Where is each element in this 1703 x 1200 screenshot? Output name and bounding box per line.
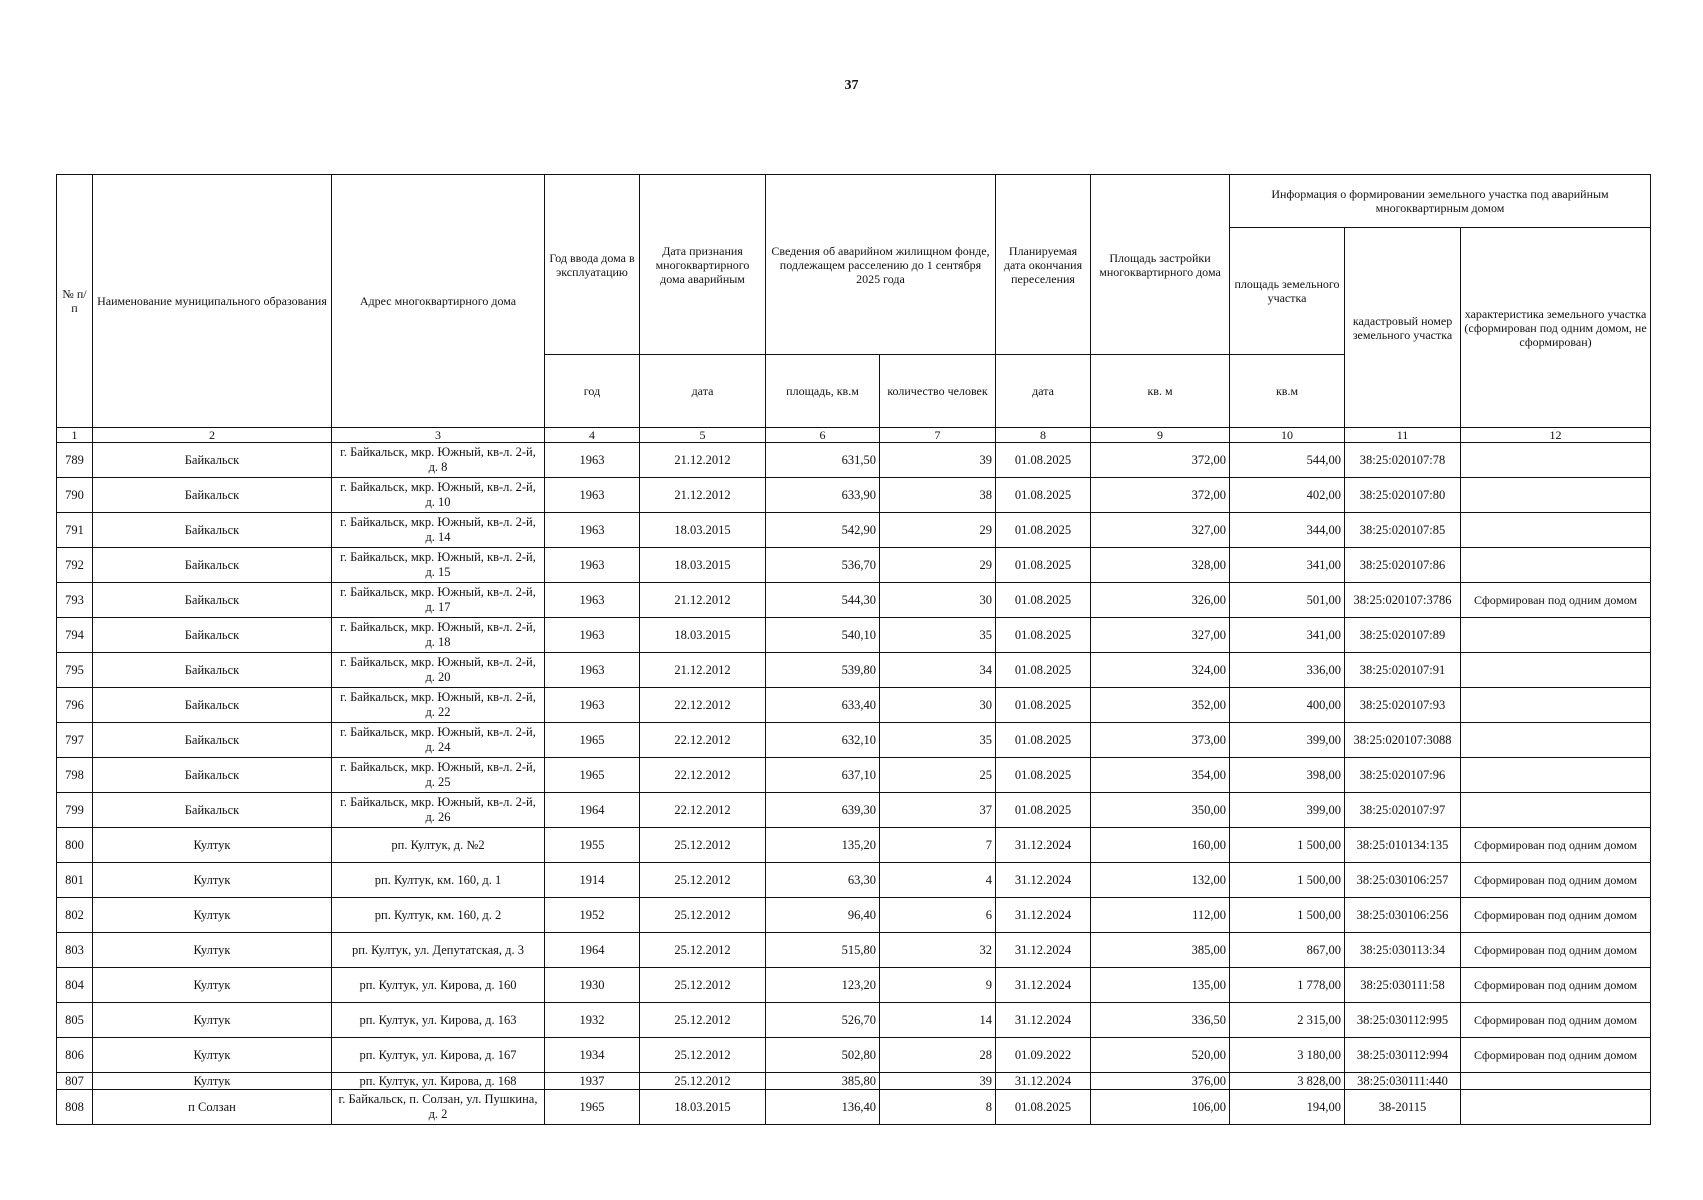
cell-year-built: 1937 (545, 1073, 640, 1090)
table-row (57, 653, 1651, 688)
header-emergency-date: Дата признания многоквартирного дома аварийным (640, 175, 766, 355)
cell-area: 631,50 (766, 443, 880, 478)
cell-row-number: 795 (57, 653, 93, 688)
cell-people: 35 (880, 723, 996, 758)
unit-date: дата (640, 355, 766, 428)
cell-land-characteristic (1461, 443, 1651, 478)
cell-municipality: Байкальск (93, 583, 332, 618)
cell-land-characteristic (1461, 618, 1651, 653)
table-row (57, 1073, 1651, 1090)
cell-address: рп. Култук, ул. Депутатская, д. 3 (332, 933, 545, 968)
column-number: 6 (766, 428, 880, 443)
cell-area: 539,80 (766, 653, 880, 688)
cell-area: 136,40 (766, 1090, 880, 1125)
cell-year-built: 1963 (545, 688, 640, 723)
cell-land-characteristic: Сформирован под одним домом (1461, 933, 1651, 968)
cell-people: 39 (880, 1073, 996, 1090)
cell-cadastral-number: 38:25:030112:994 (1345, 1038, 1461, 1073)
cell-building-area: 372,00 (1091, 478, 1230, 513)
cell-area: 544,30 (766, 583, 880, 618)
table-row (57, 758, 1651, 793)
cell-year-built: 1965 (545, 758, 640, 793)
cell-cadastral-number: 38:25:030106:256 (1345, 898, 1461, 933)
cell-row-number: 789 (57, 443, 93, 478)
cell-planned-date: 01.08.2025 (996, 793, 1091, 828)
cell-building-area: 373,00 (1091, 723, 1230, 758)
cell-address: г. Байкальск, п. Солзан, ул. Пушкина, д. 2 (332, 1090, 545, 1125)
unit-land-area: кв.м (1230, 355, 1345, 428)
cell-land-area: 1 778,00 (1230, 968, 1345, 1003)
cell-year-built: 1932 (545, 1003, 640, 1038)
cell-row-number: 801 (57, 863, 93, 898)
cell-land-area: 867,00 (1230, 933, 1345, 968)
cell-area: 633,90 (766, 478, 880, 513)
cell-people: 29 (880, 548, 996, 583)
cell-land-area: 341,00 (1230, 548, 1345, 583)
cell-land-area: 1 500,00 (1230, 828, 1345, 863)
cell-planned-date: 01.08.2025 (996, 583, 1091, 618)
cell-people: 28 (880, 1038, 996, 1073)
cell-cadastral-number: 38:25:020107:97 (1345, 793, 1461, 828)
cell-row-number: 790 (57, 478, 93, 513)
table-row (57, 1003, 1651, 1038)
table-row (57, 548, 1651, 583)
cell-people: 32 (880, 933, 996, 968)
cell-municipality: Байкальск (93, 688, 332, 723)
cell-building-area: 352,00 (1091, 688, 1230, 723)
cell-building-area: 326,00 (1091, 583, 1230, 618)
cell-municipality: Байкальск (93, 758, 332, 793)
table-row (57, 688, 1651, 723)
cell-municipality: Байкальск (93, 618, 332, 653)
header-address: Адрес многоквартирного дома (332, 175, 545, 428)
cell-year-built: 1963 (545, 583, 640, 618)
cell-planned-date: 31.12.2024 (996, 968, 1091, 1003)
cell-municipality: Култук (93, 863, 332, 898)
unit-area: площадь, кв.м (766, 355, 880, 428)
cell-land-characteristic (1461, 548, 1651, 583)
cell-cadastral-number: 38:25:020107:3786 (1345, 583, 1461, 618)
table-row (57, 618, 1651, 653)
cell-cadastral-number: 38:25:020107:96 (1345, 758, 1461, 793)
cell-building-area: 376,00 (1091, 1073, 1230, 1090)
table-row (57, 1038, 1651, 1073)
cell-land-area: 399,00 (1230, 793, 1345, 828)
cell-people: 39 (880, 443, 996, 478)
cell-people: 8 (880, 1090, 996, 1125)
cell-row-number: 796 (57, 688, 93, 723)
table-row (57, 583, 1651, 618)
header-cadastral-number: кадастровый номер земельного участка (1345, 228, 1461, 428)
column-number: 11 (1345, 428, 1461, 443)
cell-land-characteristic: Сформирован под одним домом (1461, 828, 1651, 863)
cell-people: 37 (880, 793, 996, 828)
cell-land-area: 194,00 (1230, 1090, 1345, 1125)
cell-planned-date: 01.08.2025 (996, 478, 1091, 513)
column-number: 7 (880, 428, 996, 443)
header-row-number: № п/п (57, 175, 93, 428)
cell-municipality: п Солзан (93, 1090, 332, 1125)
table-row (57, 898, 1651, 933)
cell-land-characteristic: Сформирован под одним домом (1461, 863, 1651, 898)
cell-address: г. Байкальск, мкр. Южный, кв-л. 2-й, д. 24 (332, 723, 545, 758)
header-emergency-fund: Сведения об аварийном жилищном фонде, подлежащем расселению до 1 сентября 2025 года (766, 175, 996, 355)
cell-people: 14 (880, 1003, 996, 1038)
cell-land-characteristic (1461, 653, 1651, 688)
cell-land-area: 1 500,00 (1230, 863, 1345, 898)
cell-address: г. Байкальск, мкр. Южный, кв-л. 2-й, д. 15 (332, 548, 545, 583)
column-number: 12 (1461, 428, 1651, 443)
cell-cadastral-number: 38:25:020107:89 (1345, 618, 1461, 653)
table-row (57, 723, 1651, 758)
cell-building-area: 520,00 (1091, 1038, 1230, 1073)
cell-planned-date: 01.08.2025 (996, 443, 1091, 478)
column-number: 9 (1091, 428, 1230, 443)
cell-area: 633,40 (766, 688, 880, 723)
cell-planned-date: 31.12.2024 (996, 828, 1091, 863)
cell-year-built: 1963 (545, 618, 640, 653)
cell-area: 639,30 (766, 793, 880, 828)
cell-people: 38 (880, 478, 996, 513)
cell-area: 540,10 (766, 618, 880, 653)
cell-address: г. Байкальск, мкр. Южный, кв-л. 2-й, д. 22 (332, 688, 545, 723)
cell-year-built: 1934 (545, 1038, 640, 1073)
table-body (57, 443, 1651, 1125)
cell-address: рп. Култук, д. №2 (332, 828, 545, 863)
unit-plan-date: дата (996, 355, 1091, 428)
cell-area: 632,10 (766, 723, 880, 758)
cell-planned-date: 31.12.2024 (996, 933, 1091, 968)
cell-people: 9 (880, 968, 996, 1003)
cell-area: 135,20 (766, 828, 880, 863)
cell-row-number: 794 (57, 618, 93, 653)
cell-emergency-date: 25.12.2012 (640, 1003, 766, 1038)
cell-land-area: 398,00 (1230, 758, 1345, 793)
cell-building-area: 106,00 (1091, 1090, 1230, 1125)
cell-land-characteristic (1461, 513, 1651, 548)
cell-cadastral-number: 38-20115 (1345, 1090, 1461, 1125)
cell-cadastral-number: 38:25:020107:93 (1345, 688, 1461, 723)
cell-area: 502,80 (766, 1038, 880, 1073)
cell-area: 526,70 (766, 1003, 880, 1038)
cell-planned-date: 01.08.2025 (996, 758, 1091, 793)
cell-municipality: Култук (93, 1003, 332, 1038)
cell-municipality: Култук (93, 828, 332, 863)
cell-land-area: 3 180,00 (1230, 1038, 1345, 1073)
cell-municipality: Байкальск (93, 723, 332, 758)
cell-year-built: 1965 (545, 723, 640, 758)
cell-cadastral-number: 38:25:030111:58 (1345, 968, 1461, 1003)
cell-emergency-date: 21.12.2012 (640, 653, 766, 688)
cell-land-area: 402,00 (1230, 478, 1345, 513)
cell-cadastral-number: 38:25:020107:80 (1345, 478, 1461, 513)
cell-emergency-date: 18.03.2015 (640, 513, 766, 548)
cell-cadastral-number: 38:25:020107:91 (1345, 653, 1461, 688)
cell-year-built: 1955 (545, 828, 640, 863)
cell-row-number: 799 (57, 793, 93, 828)
page-number: 37 (844, 78, 859, 93)
cell-land-characteristic: Сформирован под одним домом (1461, 968, 1651, 1003)
cell-land-characteristic (1461, 688, 1651, 723)
cell-row-number: 792 (57, 548, 93, 583)
cell-land-characteristic (1461, 1090, 1651, 1125)
column-number: 5 (640, 428, 766, 443)
table-row (57, 478, 1651, 513)
column-number: 3 (332, 428, 545, 443)
column-number: 4 (545, 428, 640, 443)
cell-municipality: Култук (93, 933, 332, 968)
cell-planned-date: 31.12.2024 (996, 1073, 1091, 1090)
cell-planned-date: 01.08.2025 (996, 618, 1091, 653)
cell-building-area: 372,00 (1091, 443, 1230, 478)
cell-address: г. Байкальск, мкр. Южный, кв-л. 2-й, д. 25 (332, 758, 545, 793)
unit-year: год (545, 355, 640, 428)
cell-area: 123,20 (766, 968, 880, 1003)
header-municipality: Наименование муниципального образования (93, 175, 332, 428)
cell-municipality: Байкальск (93, 478, 332, 513)
cell-area: 542,90 (766, 513, 880, 548)
cell-building-area: 354,00 (1091, 758, 1230, 793)
cell-year-built: 1952 (545, 898, 640, 933)
cell-people: 35 (880, 618, 996, 653)
cell-year-built: 1963 (545, 478, 640, 513)
cell-people: 25 (880, 758, 996, 793)
cell-people: 4 (880, 863, 996, 898)
cell-cadastral-number: 38:25:030112:995 (1345, 1003, 1461, 1038)
header-land-plot-info: Информация о формировании земельного участка под аварийным многоквартирным домом (1230, 175, 1651, 228)
table-row (57, 443, 1651, 478)
cell-building-area: 336,50 (1091, 1003, 1230, 1038)
cell-address: рп. Култук, ул. Кирова, д. 160 (332, 968, 545, 1003)
cell-land-area: 1 500,00 (1230, 898, 1345, 933)
column-number: 8 (996, 428, 1091, 443)
cell-row-number: 802 (57, 898, 93, 933)
cell-emergency-date: 18.03.2015 (640, 548, 766, 583)
cell-land-characteristic (1461, 758, 1651, 793)
cell-planned-date: 01.08.2025 (996, 513, 1091, 548)
cell-row-number: 804 (57, 968, 93, 1003)
cell-row-number: 798 (57, 758, 93, 793)
table-header (57, 175, 1651, 443)
cell-planned-date: 31.12.2024 (996, 863, 1091, 898)
cell-emergency-date: 25.12.2012 (640, 933, 766, 968)
table-row (57, 828, 1651, 863)
header-planned-date: Планируемая дата окончания переселения (996, 175, 1091, 355)
cell-building-area: 327,00 (1091, 513, 1230, 548)
emergency-housing-table (56, 174, 1651, 1125)
cell-people: 30 (880, 583, 996, 618)
cell-cadastral-number: 38:25:010134:135 (1345, 828, 1461, 863)
cell-land-area: 2 315,00 (1230, 1003, 1345, 1038)
cell-row-number: 791 (57, 513, 93, 548)
cell-land-characteristic (1461, 793, 1651, 828)
cell-area: 385,80 (766, 1073, 880, 1090)
cell-land-characteristic: Сформирован под одним домом (1461, 583, 1651, 618)
cell-building-area: 385,00 (1091, 933, 1230, 968)
cell-people: 30 (880, 688, 996, 723)
cell-cadastral-number: 38:25:020107:86 (1345, 548, 1461, 583)
cell-emergency-date: 22.12.2012 (640, 758, 766, 793)
cell-row-number: 800 (57, 828, 93, 863)
cell-municipality: Байкальск (93, 443, 332, 478)
cell-address: рп. Култук, км. 160, д. 2 (332, 898, 545, 933)
cell-year-built: 1964 (545, 933, 640, 968)
cell-emergency-date: 21.12.2012 (640, 478, 766, 513)
cell-building-area: 160,00 (1091, 828, 1230, 863)
cell-planned-date: 31.12.2024 (996, 1003, 1091, 1038)
cell-row-number: 803 (57, 933, 93, 968)
cell-land-characteristic: Сформирован под одним домом (1461, 1003, 1651, 1038)
table-row (57, 513, 1651, 548)
cell-address: г. Байкальск, мкр. Южный, кв-л. 2-й, д. 17 (332, 583, 545, 618)
cell-municipality: Байкальск (93, 653, 332, 688)
cell-emergency-date: 25.12.2012 (640, 898, 766, 933)
header-land-area: площадь земельного участка (1230, 228, 1345, 355)
cell-building-area: 135,00 (1091, 968, 1230, 1003)
table-row (57, 793, 1651, 828)
cell-land-area: 3 828,00 (1230, 1073, 1345, 1090)
unit-people: количество человек (880, 355, 996, 428)
table-row (57, 863, 1651, 898)
cell-people: 7 (880, 828, 996, 863)
cell-address: рп. Култук, ул. Кирова, д. 168 (332, 1073, 545, 1090)
cell-people: 34 (880, 653, 996, 688)
cell-emergency-date: 18.03.2015 (640, 1090, 766, 1125)
cell-municipality: Култук (93, 968, 332, 1003)
cell-municipality: Култук (93, 1038, 332, 1073)
cell-address: рп. Култук, ул. Кирова, д. 167 (332, 1038, 545, 1073)
cell-land-area: 400,00 (1230, 688, 1345, 723)
cell-emergency-date: 25.12.2012 (640, 1038, 766, 1073)
cell-cadastral-number: 38:25:030113:34 (1345, 933, 1461, 968)
cell-row-number: 793 (57, 583, 93, 618)
cell-land-area: 341,00 (1230, 618, 1345, 653)
cell-emergency-date: 22.12.2012 (640, 723, 766, 758)
table-row (57, 1090, 1651, 1125)
cell-address: г. Байкальск, мкр. Южный, кв-л. 2-й, д. 10 (332, 478, 545, 513)
cell-land-area: 399,00 (1230, 723, 1345, 758)
cell-cadastral-number: 38:25:020107:85 (1345, 513, 1461, 548)
cell-land-characteristic: Сформирован под одним домом (1461, 1038, 1651, 1073)
table-row (57, 933, 1651, 968)
cell-emergency-date: 18.03.2015 (640, 618, 766, 653)
cell-planned-date: 31.12.2024 (996, 898, 1091, 933)
cell-address: рп. Култук, км. 160, д. 1 (332, 863, 545, 898)
cell-land-characteristic (1461, 1073, 1651, 1090)
cell-row-number: 808 (57, 1090, 93, 1125)
cell-land-area: 336,00 (1230, 653, 1345, 688)
cell-area: 96,40 (766, 898, 880, 933)
cell-address: рп. Култук, ул. Кирова, д. 163 (332, 1003, 545, 1038)
cell-municipality: Култук (93, 898, 332, 933)
header-year-built: Год ввода дома в эксплуатацию (545, 175, 640, 355)
cell-year-built: 1963 (545, 513, 640, 548)
cell-people: 29 (880, 513, 996, 548)
cell-row-number: 805 (57, 1003, 93, 1038)
cell-municipality: Байкальск (93, 548, 332, 583)
cell-land-area: 544,00 (1230, 443, 1345, 478)
cell-land-area: 501,00 (1230, 583, 1345, 618)
cell-planned-date: 01.08.2025 (996, 1090, 1091, 1125)
cell-emergency-date: 21.12.2012 (640, 583, 766, 618)
cell-building-area: 350,00 (1091, 793, 1230, 828)
cell-address: г. Байкальск, мкр. Южный, кв-л. 2-й, д. 18 (332, 618, 545, 653)
cell-year-built: 1964 (545, 793, 640, 828)
cell-year-built: 1963 (545, 443, 640, 478)
cell-building-area: 324,00 (1091, 653, 1230, 688)
cell-building-area: 328,00 (1091, 548, 1230, 583)
cell-emergency-date: 22.12.2012 (640, 793, 766, 828)
cell-emergency-date: 21.12.2012 (640, 443, 766, 478)
table-row (57, 968, 1651, 1003)
cell-land-characteristic (1461, 723, 1651, 758)
cell-address: г. Байкальск, мкр. Южный, кв-л. 2-й, д. 8 (332, 443, 545, 478)
column-number: 2 (93, 428, 332, 443)
cell-land-characteristic: Сформирован под одним домом (1461, 898, 1651, 933)
unit-building-area: кв. м (1091, 355, 1230, 428)
cell-cadastral-number: 38:25:020107:3088 (1345, 723, 1461, 758)
cell-planned-date: 01.08.2025 (996, 723, 1091, 758)
header-building-area: Площадь застройки многоквартирного дома (1091, 175, 1230, 355)
cell-emergency-date: 25.12.2012 (640, 863, 766, 898)
column-number: 10 (1230, 428, 1345, 443)
cell-year-built: 1914 (545, 863, 640, 898)
header-land-characteristic: характеристика земельного участка (сформирован под одним домом, не сформирован) (1461, 228, 1651, 428)
cell-address: г. Байкальск, мкр. Южный, кв-л. 2-й, д. 20 (332, 653, 545, 688)
cell-land-characteristic (1461, 478, 1651, 513)
cell-year-built: 1930 (545, 968, 640, 1003)
cell-area: 63,30 (766, 863, 880, 898)
cell-area: 515,80 (766, 933, 880, 968)
cell-area: 637,10 (766, 758, 880, 793)
cell-row-number: 807 (57, 1073, 93, 1090)
cell-planned-date: 01.08.2025 (996, 688, 1091, 723)
cell-municipality: Байкальск (93, 513, 332, 548)
cell-row-number: 797 (57, 723, 93, 758)
cell-cadastral-number: 38:25:030106:257 (1345, 863, 1461, 898)
cell-land-area: 344,00 (1230, 513, 1345, 548)
cell-row-number: 806 (57, 1038, 93, 1073)
cell-municipality: Култук (93, 1073, 332, 1090)
cell-building-area: 112,00 (1091, 898, 1230, 933)
cell-people: 6 (880, 898, 996, 933)
cell-emergency-date: 25.12.2012 (640, 968, 766, 1003)
cell-area: 536,70 (766, 548, 880, 583)
cell-cadastral-number: 38:25:030111:440 (1345, 1073, 1461, 1090)
cell-municipality: Байкальск (93, 793, 332, 828)
cell-emergency-date: 25.12.2012 (640, 828, 766, 863)
column-numbers-row (57, 428, 1651, 443)
cell-year-built: 1963 (545, 548, 640, 583)
cell-address: г. Байкальск, мкр. Южный, кв-л. 2-й, д. 14 (332, 513, 545, 548)
cell-cadastral-number: 38:25:020107:78 (1345, 443, 1461, 478)
cell-address: г. Байкальск, мкр. Южный, кв-л. 2-й, д. 26 (332, 793, 545, 828)
cell-planned-date: 01.08.2025 (996, 548, 1091, 583)
cell-emergency-date: 22.12.2012 (640, 688, 766, 723)
column-number: 1 (57, 428, 93, 443)
cell-planned-date: 01.09.2022 (996, 1038, 1091, 1073)
cell-year-built: 1965 (545, 1090, 640, 1125)
cell-planned-date: 01.08.2025 (996, 653, 1091, 688)
cell-building-area: 132,00 (1091, 863, 1230, 898)
cell-year-built: 1963 (545, 653, 640, 688)
cell-emergency-date: 25.12.2012 (640, 1073, 766, 1090)
cell-building-area: 327,00 (1091, 618, 1230, 653)
